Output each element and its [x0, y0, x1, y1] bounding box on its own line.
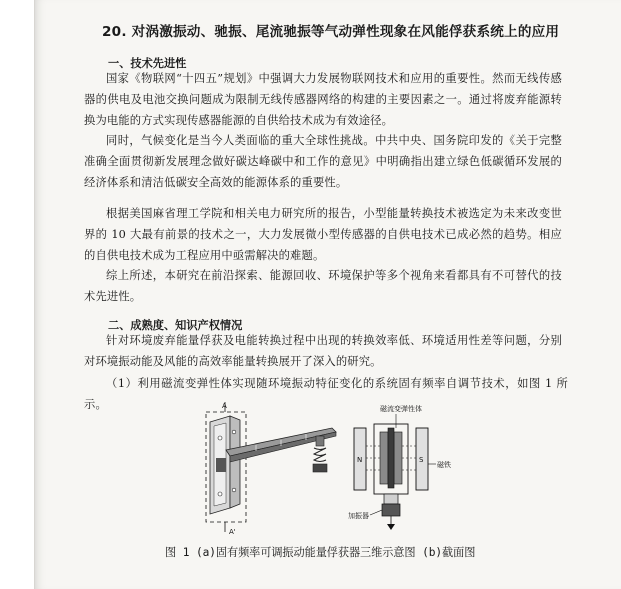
label-exciter: 加振器: [348, 512, 369, 520]
tip-spring: [314, 448, 326, 462]
label-s: S: [419, 456, 424, 464]
magnet-block: [216, 458, 226, 472]
figure-1b-cross-section: [346, 398, 466, 536]
label-n: N: [357, 456, 363, 464]
section-heading-tech-advancement: 一、技术先进性: [108, 57, 187, 70]
section-label-a-top: A: [222, 402, 227, 410]
mre-core: [388, 428, 394, 488]
paragraph-summary: 综上所述，本研究在前沿探索、能源回收、环境保护等多个视角来看都具有不可替代的技术先进性。: [84, 269, 562, 303]
label-magnet: 磁铁: [437, 461, 451, 469]
paragraph-mit-report: 根据美国麻省理工学院和相关电力研究所的报告，小型能量转换技术被选定为未来改变世界的 10 大最有前景的技术之一，大力发展微小型传感器的自供电技术已成必然的趋势。相应的自供电技术成为工程应用中亟需解决的难题。: [84, 207, 562, 262]
figure-1a-3d-schematic: [196, 398, 346, 536]
paragraph-energy-conversion: 针对环境废弃能量俘获及电能转换过程中出现的转换效率低、环境适用性差等问题，分别对环境振动能及风能的高效率能量转换展开了深入的研究。: [84, 334, 562, 368]
label-mre: 磁流变弹性体: [380, 405, 422, 413]
section-label-a-bottom: A': [229, 528, 236, 536]
paragraph-iot-policy: 国家《物联网“十四五”规划》中强调大力发展物联网技术和应用的重要性。然而无线传感器的供电及电池交换问题成为限制无线传感器网络的构建的主要因素之一。通过将废弃能源转换为电能的方式实现传感器能源的自供给技术成为有效途径。: [84, 72, 562, 127]
paragraph-mre-frequency: （1）利用磁流变弹性体实现随环境振动特征变化的系统固有频率自调节技术，如图 1 所示。: [84, 377, 568, 411]
exciter-block: [382, 504, 400, 516]
tip-mass: [313, 464, 327, 472]
section-heading-maturity-ip: 二、成熟度、知识产权情况: [108, 319, 243, 332]
document-title: 20. 对涡激振动、驰振、尾流驰振等气动弹性现象在风能俘获系统上的应用: [102, 24, 560, 40]
paragraph-climate-change: 同时，气候变化是当今人类面临的重大全球性挑战。中共中央、国务院印发的《关于完整准确全面贯彻新发展理念做好碳达峰碳中和工作的意见》中明确指出建立绿色低碳循环发展的经济体系和清洁低碳安全高效的能源体系的重要性。: [84, 134, 562, 189]
figure-caption: 图 1 (a)固有频率可调振动能量俘获器三维示意图 (b)截面图: [165, 546, 476, 559]
